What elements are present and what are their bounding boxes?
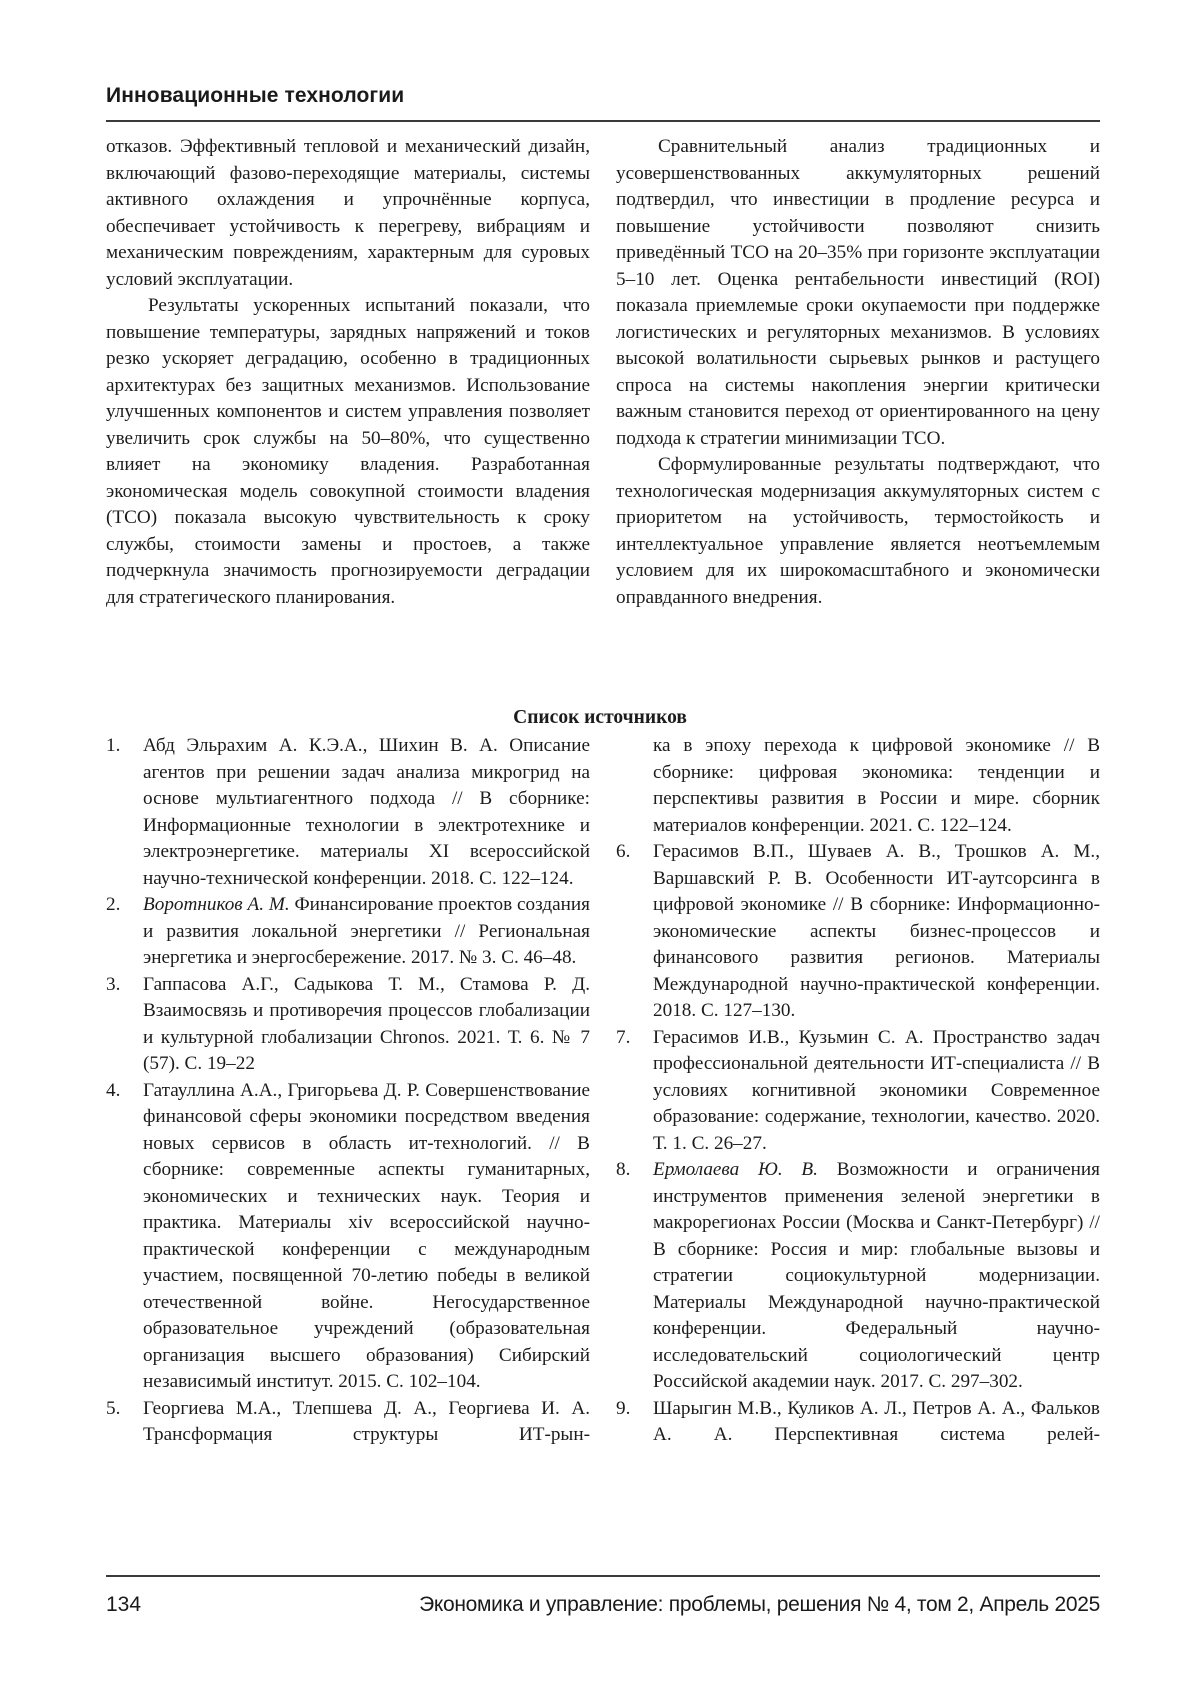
references-column-left — [106, 733, 590, 1449]
reference-number: 1. — [106, 735, 121, 756]
reference-text: Финансирование проектов создания и развития локальной энергетики // Региональная энергетика и энергосбережение. 2017. № 3. С. 46–48. — [143, 894, 591, 968]
body-column-left — [106, 134, 590, 611]
running-head-section-title: Инновационные технологии — [106, 84, 405, 107]
reference-item — [106, 733, 590, 892]
reference-text: Герасимов В.П., Шуваев А. В., Трошков А. М., Варшавский Р. В. Особенности ИТ-аутсорсинга в цифровой экономике // В сборнике: Информационно-экономические аспекты бизнес-процессов и финансового развития регионов. Материалы Международной научно-практической конференции. 2018. С. 127–130. — [653, 841, 1100, 1021]
footer-rule — [106, 1575, 1100, 1577]
reference-author: Воротников А. М. — [143, 894, 290, 915]
reference-text: Георгиева М.А., Тлепшева Д. А., Георгиева И. А. Трансформация структуры ИТ-рын- — [143, 1397, 590, 1445]
reference-item — [616, 1157, 1100, 1396]
reference-item — [616, 1396, 1100, 1449]
reference-number: 4. — [106, 1079, 121, 1101]
reference-author: Ермолаева Ю. В. — [653, 1159, 818, 1180]
reference-text: Гатауллина А.А., Григорьева Д. Р. Совершенствование финансовой сферы экономики посредством введения новых сервисов в область ит-технологий. // В сборнике: современные аспекты гуманитарных, экономических и технических наук. Теория и практика. Материалы xiv всероссийской научно-практической конференции с международным участием, посвященной 70-летию победы в великой отечественной войне. Негосударственное образовательное учреждений (образовательная организация высшего образования) Сибирский независимый институт. 2015. С. 102–104. — [143, 1079, 590, 1392]
reference-text: Шарыгин М.В., Куликов А. Л., Петров А. А., Фальков А. А. Перспективная система релей- — [653, 1397, 1100, 1445]
journal-citation: Экономика и управление: проблемы, решения № 4, том 2, Апрель 2025 — [419, 1593, 1100, 1616]
references-column-right — [616, 733, 1100, 1449]
reference-item-continuation — [616, 733, 1100, 839]
paragraph: Сравнительный анализ традиционных и усовершенствованных аккумуляторных решений подтвердил, что инвестиции в продление ресурса и повышение устойчивости позволяют снизить приведённый TCO на 20–35% при горизонте эксплуатации 5–10 лет. Оценка рентабельности инвестиций (ROI) показала приемлемые сроки окупаемости при поддержке логистических и регуляторных механизмов. В условиях высокой волатильности сырьевых рынков и растущего спроса на системы накопления энергии критически важным становится переход от ориентированного на цену подхода к стратегии минимизации TCO. — [616, 136, 1100, 449]
header-rule — [106, 120, 1100, 122]
reference-number: 6. — [616, 841, 631, 862]
page-number: 134 — [106, 1593, 142, 1616]
reference-number: 3. — [106, 973, 121, 995]
reference-item — [616, 1025, 1100, 1158]
reference-item — [616, 839, 1100, 1025]
reference-item — [106, 892, 590, 972]
reference-item — [106, 972, 590, 1078]
reference-item — [106, 1078, 590, 1396]
references-title: Список источников — [513, 707, 687, 728]
reference-text: Герасимов И.В., Кузьмин С. А. Пространство задач профессиональной деятельности ИТ-специалиста // В условиях когнитивной экономики Современное образование: содержание, технологии, качество. 2020. Т. 1. С. 26–27. — [653, 1026, 1100, 1154]
reference-text: Гаппасова А.Г., Садыкова Т. М., Стамова Р. Д. Взаимосвязь и противоречия процессов глобализации и культурной глобализации Chronos. 2021. Т. 6. № 7 (57). С. 19–22 — [143, 973, 590, 1074]
reference-number: 9. — [616, 1397, 631, 1419]
reference-item — [106, 1396, 590, 1449]
reference-number: 5. — [106, 1397, 121, 1419]
reference-text: ка в эпоху перехода к цифровой экономике // В сборнике: цифровая экономика: тенденции и перспективы развития в России и мире. сборник материалов конференции. 2021. С. 122–124. — [653, 735, 1100, 836]
reference-number: 8. — [616, 1159, 631, 1180]
reference-number: 7. — [616, 1026, 631, 1048]
paragraph: отказов. Эффективный тепловой и механический дизайн, включающий фазово-переходящие материалы, системы активного охлаждения и упрочнённые корпуса, обеспечивает устойчивость к перегреву, вибрациям и механическим повреждениям, характерным для суровых условий эксплуатации. — [106, 136, 590, 290]
reference-number: 2. — [106, 894, 121, 915]
reference-text: Абд Эльрахим А. К.Э.А., Шихин В. А. Описание агентов при решении задач анализа микрогрид на основе мультиагентного подхода // В сборнике: Информационные технологии в электротехнике и электроэнергетике. материалы XI всероссийской научно-технической конференции. 2018. С. 122–124. — [143, 735, 590, 889]
reference-text: Возможности и ограничения инструментов применения зеленой энергетики в макрорегионах России (Москва и Санкт-Петербург) // В сборнике: Россия и мир: глобальные вызовы и стратегии социокультурной модернизации. Материалы Международной научно-практической конференции. Федеральный научно-исследовательский социологический центр Российской академии наук. 2017. С. 297–302. — [653, 1159, 1100, 1392]
paragraph: Результаты ускоренных испытаний показали, что повышение температуры, зарядных напряжений и токов резко ускоряет деградацию, особенно в традиционных архитектурах без защитных механизмов. Использование улучшенных компонентов и систем управления позволяет увеличить срок службы на 50–80%, что существенно влияет на экономику владения. Разработанная экономическая модель совокупной стоимости владения (TCO) показала высокую чувствительность к сроку службы, стоимости замены и простоев, а также подчеркнула значимость прогнозируемости деградации для стратегического планирования. — [106, 295, 590, 608]
body-column-right — [616, 134, 1100, 611]
paragraph: Сформулированные результаты подтверждают, что технологическая модернизация аккумуляторных систем с приоритетом на устойчивость, термостойкость и интеллектуальное управление является неотъемлемым условием для их широкомасштабного и экономически оправданного внедрения. — [616, 454, 1100, 608]
